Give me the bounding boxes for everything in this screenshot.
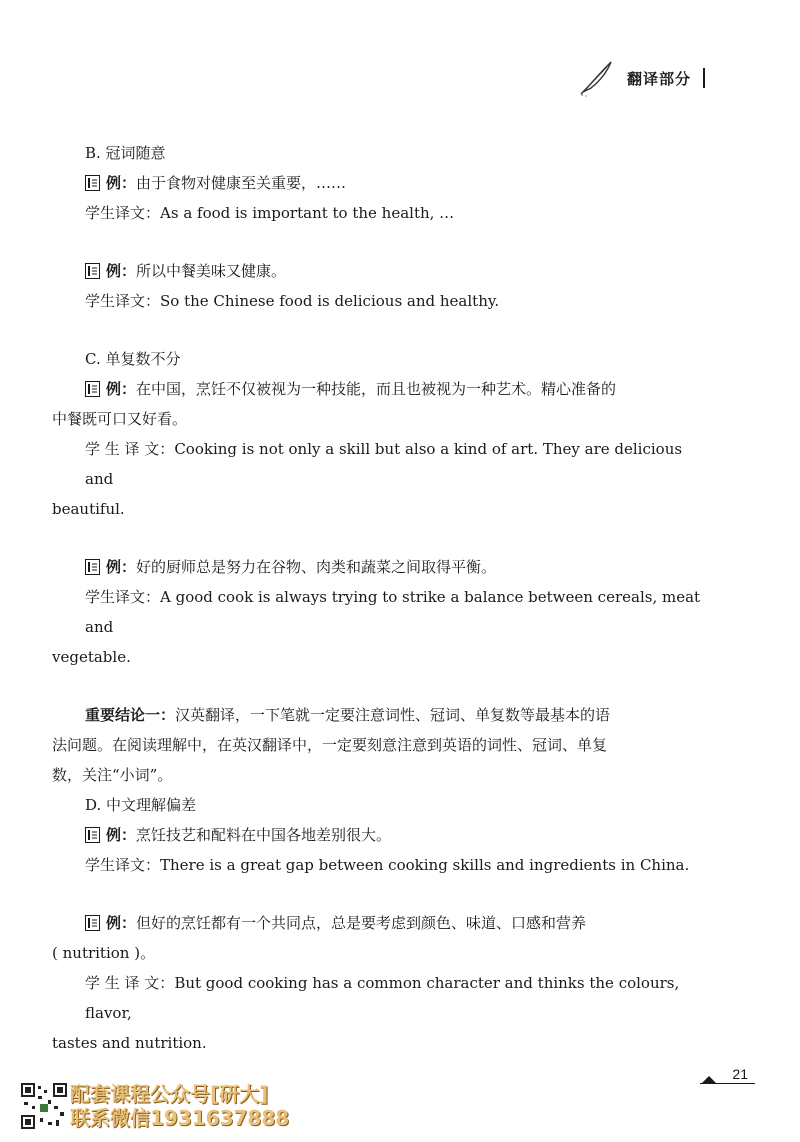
- translation-text: Cooking is not only a skill but also a kind of art. They are delicious and: [85, 440, 683, 488]
- translation-6: [52, 968, 702, 1028]
- example-label: 例：: [106, 174, 137, 192]
- example-4: [52, 552, 702, 582]
- page-number: 21: [732, 1066, 748, 1082]
- example-text: 所以中餐美味又健康。: [136, 262, 287, 280]
- translation-3: [52, 434, 702, 494]
- example-3: [52, 374, 702, 404]
- example-text: 由于食物对健康至关重要，……: [136, 174, 347, 192]
- header-divider: [703, 68, 705, 88]
- example-icon: [85, 915, 100, 931]
- translation-6-cont: tastes and nutrition.: [52, 1034, 207, 1052]
- translation-label: 学生译文：: [85, 292, 161, 310]
- translation-label: 学生译文：: [85, 204, 161, 222]
- section-title: 翻译部分: [626, 69, 691, 88]
- heading-d: D. 中文理解偏差: [85, 796, 197, 814]
- example-icon: [85, 175, 100, 191]
- translation-5: [52, 850, 702, 880]
- conclusion-text: 汉英翻译，一下笔就一定要注意词性、冠词、单复数等最基本的语: [175, 706, 611, 724]
- heading-c: C. 单复数不分: [85, 350, 181, 368]
- example-6-cont: ( nutrition )。: [52, 944, 156, 962]
- translation-text: So the Chinese food is delicious and healthy.: [160, 292, 500, 310]
- translation-label: 学 生 译 文：: [85, 440, 175, 458]
- example-label: 例：: [106, 826, 137, 844]
- example-1: [52, 168, 702, 198]
- translation-text: A good cook is always trying to strike a balance between cereals, meat and: [85, 588, 701, 636]
- translation-text: There is a great gap between cooking skills and ingredients in China.: [160, 856, 690, 874]
- watermark-line-2: 联系微信1931637888: [70, 1106, 290, 1130]
- example-text: 但好的烹饪都有一个共同点，总是要考虑到颜色、味道、口感和营养: [136, 914, 587, 932]
- example-label: 例：: [106, 262, 137, 280]
- translation-1: [52, 198, 702, 228]
- example-label: 例：: [106, 914, 137, 932]
- translation-text: But good cooking has a common character and thinks the colours, flavor,: [85, 974, 680, 1022]
- page-marker-triangle: [702, 1076, 716, 1083]
- example-text: 烹饪技艺和配料在中国各地差别很大。: [136, 826, 392, 844]
- example-icon: [85, 263, 100, 279]
- example-3-cont: 中餐既可口又好看。: [52, 410, 188, 428]
- example-icon: [85, 827, 100, 843]
- feather-quill-icon: [577, 58, 617, 98]
- watermark-line-1: 配套课程公众号[研大]: [70, 1082, 269, 1106]
- conclusion-cont-2: 数，关注“小词”。: [52, 766, 173, 784]
- example-6: [52, 908, 702, 938]
- example-label: 例：: [106, 558, 137, 576]
- translation-3-cont: beautiful.: [52, 500, 125, 518]
- example-2: [52, 256, 702, 286]
- translation-text: As a food is important to the health, …: [160, 204, 455, 222]
- heading-b: B. 冠词随意: [85, 144, 166, 162]
- footer-rule: [700, 1083, 755, 1084]
- translation-label: 学生译文：: [85, 856, 161, 874]
- translation-2: [52, 286, 702, 316]
- page-body: [52, 138, 702, 1058]
- translation-label: 学 生 译 文：: [85, 974, 175, 992]
- conclusion-cont-1: 法问题。在阅读理解中，在英汉翻译中，一定要刻意注意到英语的词性、冠词、单复: [52, 736, 608, 754]
- example-icon: [85, 381, 100, 397]
- conclusion-label: 重要结论一：: [85, 706, 176, 724]
- example-text: 在中国，烹饪不仅被视为一种技能，而且也被视为一种艺术。精心准备的: [136, 380, 617, 398]
- page-header: [577, 58, 705, 98]
- watermark-text: [70, 1082, 289, 1130]
- conclusion: [52, 700, 702, 730]
- example-icon: [85, 559, 100, 575]
- example-label: 例：: [106, 380, 137, 398]
- example-text: 好的厨师总是努力在谷物、肉类和蔬菜之间取得平衡。: [136, 558, 497, 576]
- translation-4: [52, 582, 702, 642]
- example-5: [52, 820, 702, 850]
- qr-code-icon: [20, 1082, 68, 1130]
- translation-4-cont: vegetable.: [52, 648, 131, 666]
- translation-label: 学生译文：: [85, 588, 161, 606]
